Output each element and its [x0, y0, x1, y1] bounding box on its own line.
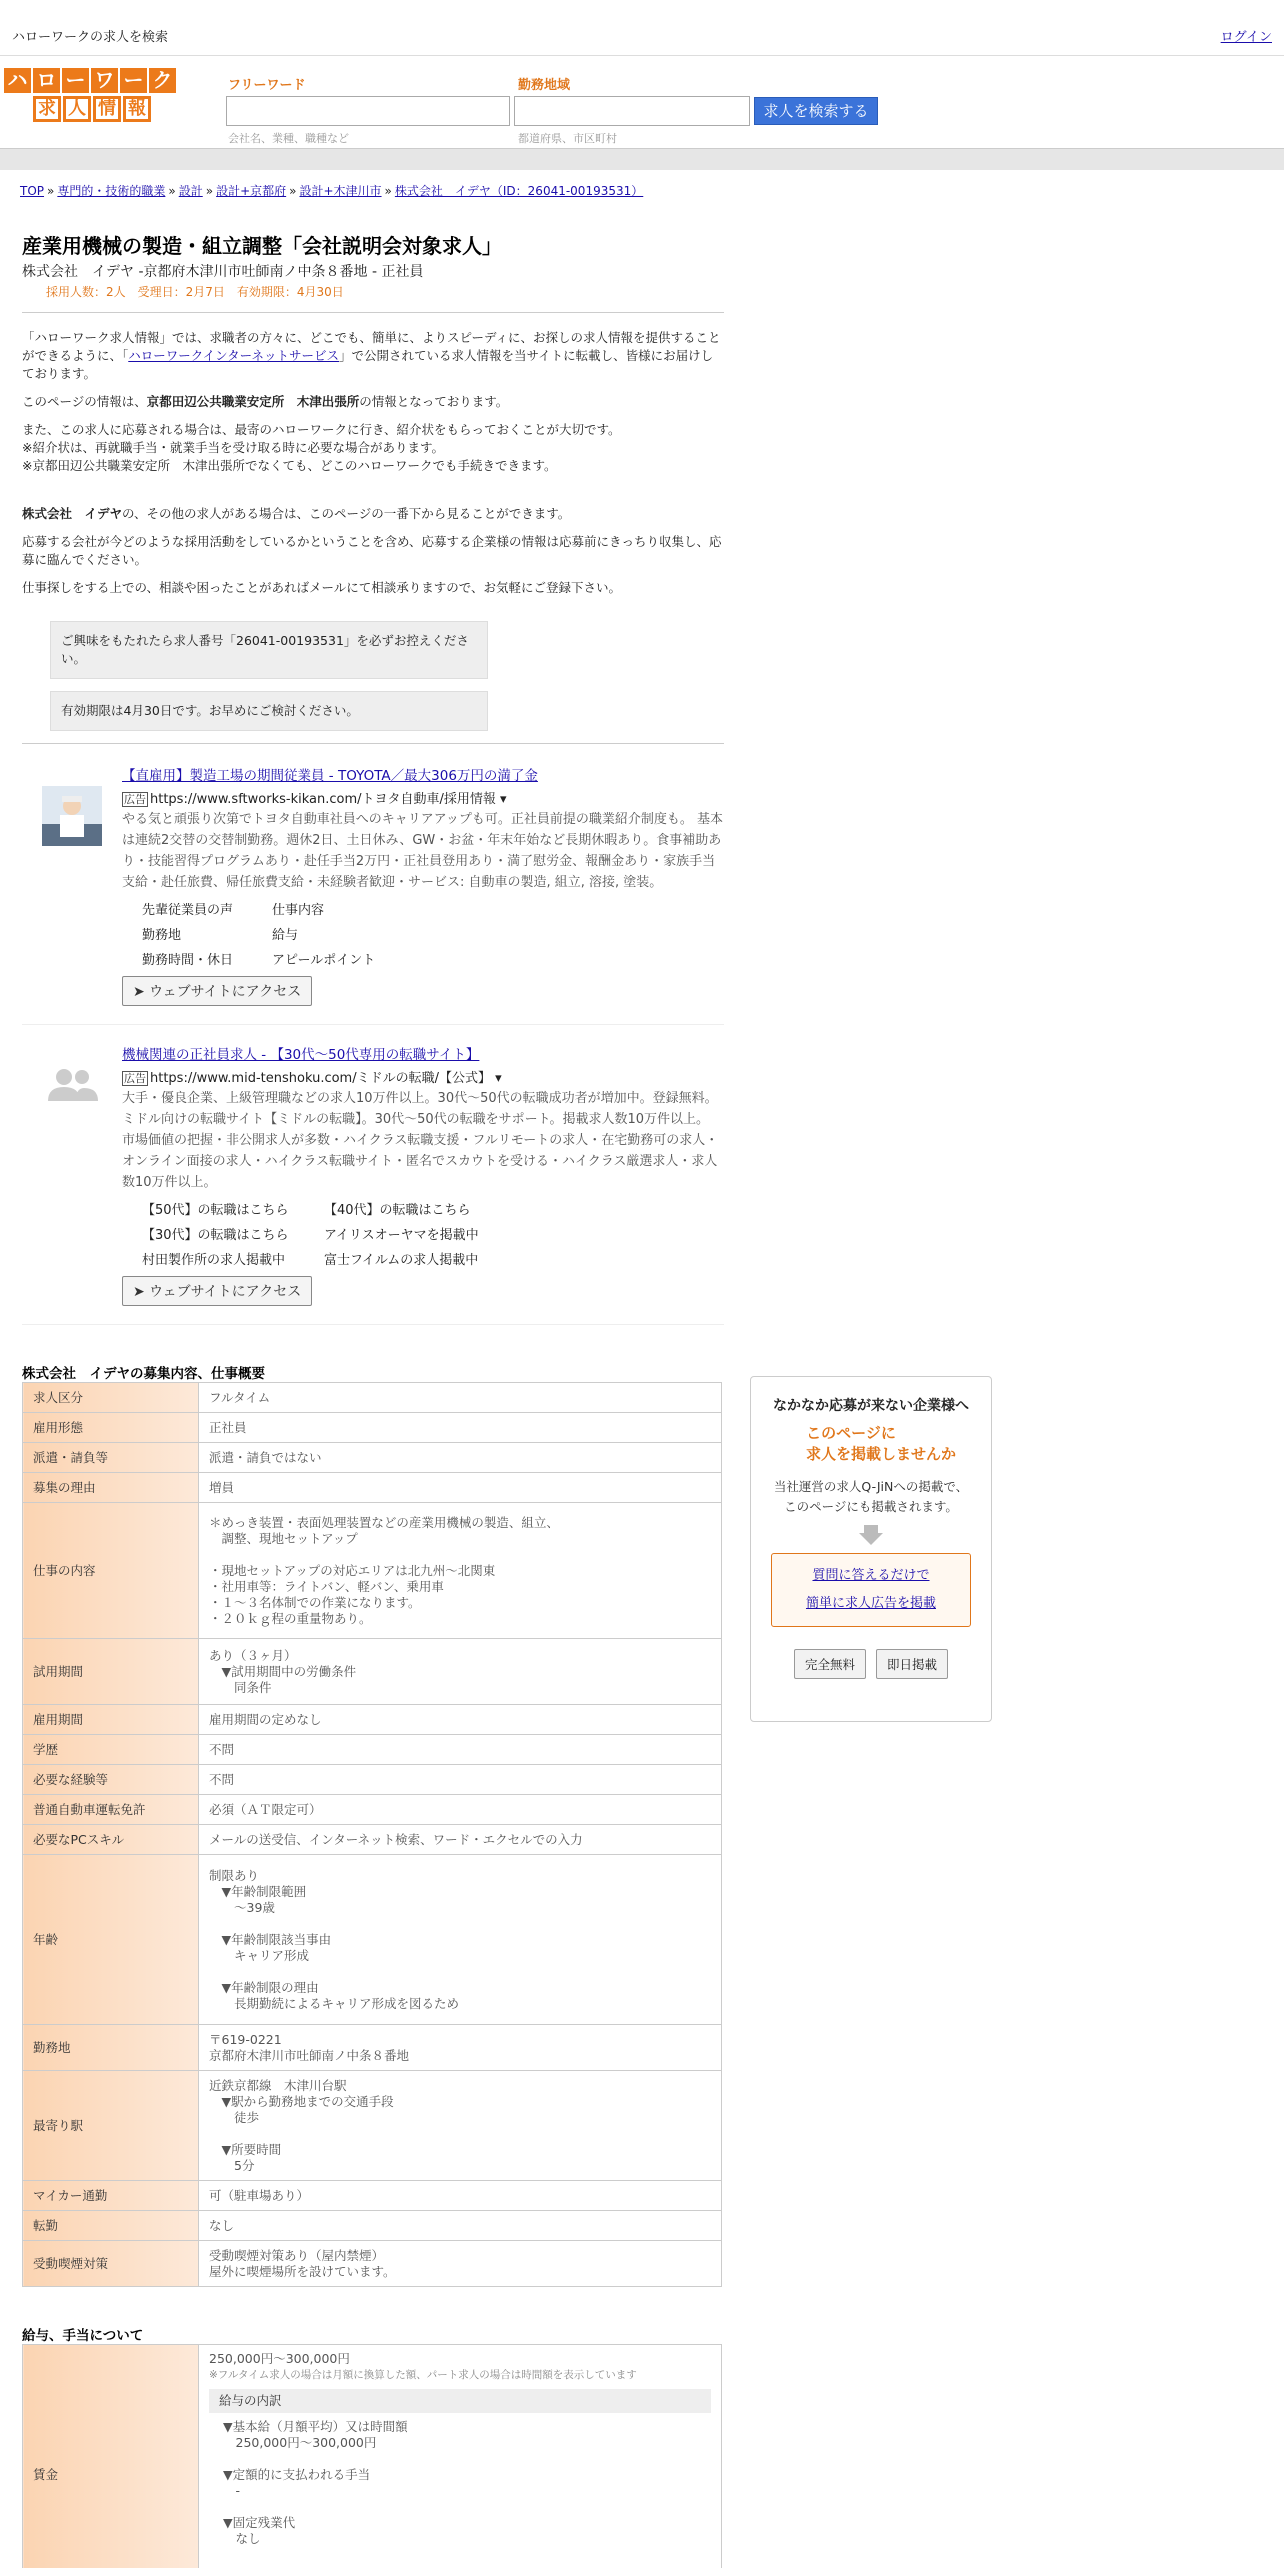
- detail-key: 勤務地: [23, 2025, 199, 2071]
- ad-sitelink[interactable]: 村田製作所の求人掲載中: [142, 1253, 286, 1268]
- post-job-cta: [771, 1553, 971, 1627]
- salary-value: [199, 2345, 722, 2568]
- logo-char: 情: [93, 96, 121, 122]
- free-badge-button[interactable]: 完全無料: [794, 1649, 866, 1679]
- breadcrumb-link[interactable]: 設計: [178, 184, 203, 198]
- detail-key: 求人区分: [23, 1383, 199, 1413]
- ad-block: [22, 1035, 724, 1325]
- table-row: [23, 1855, 722, 2025]
- divider: [22, 743, 724, 744]
- area-label: 勤務地域: [518, 78, 571, 93]
- intro-text: このページの情報は、: [22, 394, 147, 409]
- breadcrumb-link[interactable]: 専門的・技術的職業: [57, 184, 166, 198]
- keyword-input[interactable]: [226, 96, 510, 126]
- breadcrumb-separator: »: [289, 184, 297, 198]
- table-row: [23, 1473, 722, 1503]
- ad-url-text: https://www.sftworks-kikan.com/トヨタ自動車/採用情報: [150, 792, 496, 807]
- detail-key: 雇用期間: [23, 1705, 199, 1735]
- detail-value: なし: [199, 2211, 722, 2241]
- ad-sitelink[interactable]: 【30代】の転職はこちら: [142, 1228, 289, 1243]
- down-arrow-icon: [859, 1533, 883, 1545]
- detail-value: 近鉄京都線 木津川台駅 ▼駅から勤務地までの交通手段 徒歩 ▼所要時間 5分: [199, 2071, 722, 2181]
- breadcrumb-link[interactable]: 設計+木津川市: [299, 184, 382, 198]
- logo-char: ー: [120, 68, 147, 93]
- salary-heading: 給与、手当について: [22, 2328, 144, 2344]
- post-job-link[interactable]: 質問に答えるだけで: [812, 1568, 930, 1583]
- table-row: [23, 1443, 722, 1473]
- detail-value: 正社員: [199, 1413, 722, 1443]
- intro-paragraph-4: [22, 505, 724, 523]
- same-day-badge-button[interactable]: 即日掲載: [876, 1649, 948, 1679]
- table-row: [23, 1735, 722, 1765]
- post-job-link[interactable]: 簡単に求人広告を掲載: [805, 1596, 936, 1611]
- ad-sitelink[interactable]: 勤務地: [142, 928, 182, 943]
- breadcrumb-separator: »: [384, 184, 392, 198]
- table-row: [23, 2345, 722, 2568]
- logo-char: ハ: [4, 68, 31, 93]
- table-row: [23, 1705, 722, 1735]
- breadcrumb-separator: »: [205, 184, 214, 198]
- salary-key: 賃金: [23, 2345, 199, 2568]
- sidebar-offer-line: このページに: [806, 1424, 896, 1442]
- table-row: [23, 2211, 722, 2241]
- job-details-table: [22, 1382, 722, 2287]
- ad-sitelink[interactable]: アピールポイント: [272, 953, 376, 968]
- logo-char: ク: [149, 68, 176, 93]
- office-name: 京都田辺公共職業安定所 木津出張所: [146, 394, 360, 409]
- detail-key: 必要な経験等: [23, 1765, 199, 1795]
- intro-text: ※京都田辺公共職業安定所 木津出張所でなくても、どこのハローワークでも手続きできます。: [22, 458, 557, 473]
- nav-bar: [0, 148, 1284, 170]
- detail-key: 転勤: [23, 2211, 199, 2241]
- logo-char: ー: [62, 68, 89, 93]
- sidebar-offer: [751, 1423, 991, 1465]
- detail-value: 派遣・請負ではない: [199, 1443, 722, 1473]
- intro-text: 「ハローワーク求人情報」では、求職者の方々に、どこでも、簡単に、よりスピーディに、お探しの求人情報を提供することができるように、「: [22, 330, 721, 363]
- breadcrumb-link[interactable]: 株式会社 イデヤ（ID：26041-00193531）: [394, 184, 644, 198]
- table-row: [23, 1639, 722, 1705]
- salary-breakdown: ▼基本給（月額平均）又は時間額 250,000円〜300,000円 ▼定額的に支払われる手当 - ▼固定残業代 なし: [223, 2419, 408, 2546]
- ad-block: [22, 756, 724, 1025]
- ad-sitelink[interactable]: 富士フイルムの求人掲載中: [324, 1253, 479, 1268]
- breadcrumb-separator: »: [168, 184, 176, 198]
- detail-value: 雇用期間の定めなし: [199, 1705, 722, 1735]
- top-bar: [0, 0, 1284, 56]
- salary-range: 250,000円〜300,000円: [209, 2351, 350, 2366]
- ad-sitelinks: [142, 1199, 724, 1268]
- ad-sitelink[interactable]: 給与: [272, 928, 299, 943]
- expiry-notice: 有効期限は4月30日です。お早めにご検討ください。: [50, 691, 488, 731]
- intro-text: の、その他の求人がある場合は、このページの一番下から見ることができます。: [122, 506, 571, 521]
- detail-key: 必要なPCスキル: [23, 1825, 199, 1855]
- ad-url-text: https://www.mid-tenshoku.com/ミドルの転職/【公式】: [150, 1071, 491, 1086]
- company-name: 株式会社 イデヤ: [22, 506, 123, 521]
- table-row: [23, 2241, 722, 2287]
- keyword-label: フリーワード: [228, 78, 306, 93]
- table-row: [23, 2181, 722, 2211]
- detail-value: 不問: [199, 1765, 722, 1795]
- detail-value: 可（駐車場あり）: [199, 2181, 722, 2211]
- hellowork-internet-service-link[interactable]: ハローワークインターネットサービス: [128, 348, 340, 363]
- table-row: [23, 1825, 722, 1855]
- intro-text: 」で公開されている求人情報を当サイトに転載し、皆様にお届けしております。: [22, 348, 714, 381]
- detail-value: 不問: [199, 1735, 722, 1765]
- ad-sitelink[interactable]: 先輩従業員の声: [142, 903, 234, 918]
- sidebar-description: [751, 1477, 991, 1517]
- detail-key: 雇用形態: [23, 1413, 199, 1443]
- employer-ad-sidebar: [750, 1376, 992, 1722]
- intro-text: また、この求人に応募される場合は、最寄のハローワークに行き、紹介状をもらっておくことが大切です。: [22, 422, 621, 437]
- company-line: 株式会社 イデヤ -京都府木津川市吐師南ノ中条８番地 - 正社員: [22, 264, 424, 280]
- intro-paragraph-3: [22, 421, 724, 475]
- detail-key: 受動喫煙対策: [23, 2241, 199, 2287]
- search-button[interactable]: 求人を検索する: [754, 97, 878, 125]
- table-row: [23, 2071, 722, 2181]
- ad-description: 大手・優良企業、上級管理職などの求人10万件以上。30代～50代の転職成功者が増加中。登録無料。 ミドル向けの転職サイト【ミドルの転職】。30代～50代の転職をサポート。掲載求人数10万件以上。 市場価値の把握・非公開求人が多数・ハイクラス転職支援・フルリモートの求人・在宅勤務可の求人・オンライン面接の求人・ハイクラス転職サイト・匿名でスカウトを受ける・ハイクラス厳選求人・求人数10万件以上。: [122, 1091, 719, 1190]
- salary-table: [22, 2344, 722, 2568]
- visit-website-button[interactable]: ➤ ウェブサイトにアクセス: [122, 1276, 312, 1306]
- ad-thumbnail-image[interactable]: [42, 786, 102, 846]
- table-row: [23, 1413, 722, 1443]
- breadcrumb-link[interactable]: TOP: [20, 184, 45, 198]
- hellowork-logo[interactable]: [4, 68, 180, 122]
- main-content: [22, 230, 724, 1325]
- ad-sitelink[interactable]: 【40代】の転職はこちら: [324, 1203, 471, 1218]
- ad-sitelinks: [142, 899, 724, 968]
- people-icon: [42, 1057, 102, 1117]
- intro-paragraph-1: [22, 329, 724, 383]
- intro-text: ※紹介状は、再就職手当・就業手当を受け取る時に必要な場合があります。: [22, 440, 444, 455]
- intro-text: の情報となっております。: [359, 394, 509, 409]
- detail-value: 〒619-0221 京都府木津川市吐師南ノ中条８番地: [199, 2025, 722, 2071]
- ad-title-link[interactable]: 機械関連の正社員求人 - 【30代～50代専用の転職サイト】: [122, 1047, 480, 1063]
- sidebar-offer-line: 求人を掲載しませんか: [805, 1445, 956, 1463]
- sidebar-desc-line: 当社運営の求人Q-JiNへの掲載で、: [773, 1479, 969, 1494]
- sidebar-desc-line: このページにも掲載されます。: [784, 1499, 958, 1514]
- job-number-notice: ご興味をもたれたら求人番号「26041-00193531」を必ずお控えください。: [50, 621, 488, 679]
- intro-paragraph-2: [22, 393, 724, 411]
- ad-url: 広告 https://www.sftworks-kikan.com/トヨタ自動車/採用情報 ▾: [124, 792, 507, 807]
- job-meta: 採用人数：2人 受理日：2月7日 有効期限：4月30日: [46, 285, 344, 299]
- intro-paragraph-6: 仕事探しをする上での、相談や困ったことがあればメールにて相談承りますので、お気軽にご登録下さい。: [22, 580, 622, 595]
- table-row: [23, 1795, 722, 1825]
- logo-char: 報: [123, 96, 151, 122]
- detail-value: メールの送受信、インターネット検索、ワード・エクセルでの入力: [199, 1825, 722, 1855]
- login-link[interactable]: ログイン: [1220, 30, 1272, 45]
- detail-value: 増員: [199, 1473, 722, 1503]
- detail-key: 学歴: [23, 1735, 199, 1765]
- detail-key: 募集の理由: [23, 1473, 199, 1503]
- keyword-hint: 会社名、業種、職種など: [228, 132, 349, 145]
- area-hint: 都道府県、市区町村: [518, 132, 617, 145]
- detail-key: マイカー通勤: [23, 2181, 199, 2211]
- detail-key: 試用期間: [23, 1639, 199, 1705]
- ad-url: 広告 https://www.mid-tenshoku.com/ミドルの転職/【公式】 ▾: [124, 1071, 502, 1086]
- detail-value: 制限あり ▼年齢制限範囲 ～39歳 ▼年齢制限該当事由 キャリア形成 ▼年齢制限の理由 長期勤続によるキャリア形成を図るため: [199, 1855, 722, 2025]
- ad-sitelink[interactable]: 【50代】の転職はこちら: [142, 1203, 289, 1218]
- down-arrow-icon: [864, 1525, 878, 1533]
- detail-key: 普通自動車運転免許: [23, 1795, 199, 1825]
- sidebar-badges: [751, 1649, 991, 1679]
- salary-note: ※フルタイム求人の場合は月額に換算した額、パート求人の場合は時間額を表示しています: [209, 2369, 637, 2381]
- details-heading: 株式会社 イデヤの募集内容、仕事概要: [22, 1366, 265, 1382]
- detail-value: 受動喫煙対策あり（屋内禁煙） 屋外に喫煙場所を設けています。: [199, 2241, 722, 2287]
- logo-char: ワ: [91, 68, 118, 93]
- detail-value: フルタイム: [199, 1383, 722, 1413]
- logo-char: ロ: [33, 68, 60, 93]
- ad-sitelink[interactable]: アイリスオーヤマを掲載中: [324, 1228, 479, 1243]
- detail-key: 最寄り駅: [23, 2071, 199, 2181]
- sidebar-heading: なかなか応募が来ない企業様へ: [773, 1398, 969, 1414]
- ad-sitelink[interactable]: 仕事内容: [272, 903, 325, 918]
- ad-title-link[interactable]: 【直雇用】製造工場の期間従業員 - TOYOTA／最大306万円の満了金: [122, 768, 538, 784]
- detail-key: 年齢: [23, 1855, 199, 2025]
- visit-website-button[interactable]: ➤ ウェブサイトにアクセス: [122, 976, 312, 1006]
- breadcrumb-link[interactable]: 設計+京都府: [216, 184, 287, 198]
- table-row: [23, 1503, 722, 1639]
- job-title: 産業用機械の製造・組立調整「会社説明会対象求人」: [22, 234, 502, 258]
- site-title: ハローワークの求人を検索: [12, 30, 169, 45]
- detail-value: あり（３ヶ月） ▼試用期間中の労働条件 同条件: [199, 1639, 722, 1705]
- ad-sitelink[interactable]: 勤務時間・休日: [142, 953, 234, 968]
- ad-tag: 広告: [124, 1072, 146, 1085]
- area-input[interactable]: [514, 96, 750, 126]
- breadcrumb: [20, 182, 643, 199]
- detail-value: ＊めっき装置・表面処理装置などの産業用機械の製造、組立、 調整、現地セットアップ ・現地セットアップの対応エリアは北九州～北関東 ・社用車等：ライトバン、軽バン、乗用車 ・１～３名体制での作業になります。 ・２０ｋｇ程の重量物あり。: [199, 1503, 722, 1639]
- table-row: [23, 2025, 722, 2071]
- detail-key: 派遣・請負等: [23, 1443, 199, 1473]
- table-row: [23, 1765, 722, 1795]
- logo-char: 人: [63, 96, 91, 122]
- divider: [22, 312, 724, 313]
- intro-paragraph-5: 応募する会社が今どのような採用活動をしているかということを含め、応募する企業様の情報は応募前にきっちり収集し、応募に臨んでください。: [22, 534, 722, 567]
- salary-breakdown-title: 給与の内訳: [209, 2389, 711, 2413]
- ad-tag: 広告: [124, 793, 146, 806]
- breadcrumb-separator: »: [47, 184, 55, 198]
- table-row: [23, 1383, 722, 1413]
- detail-value: 必須（ＡＴ限定可）: [199, 1795, 722, 1825]
- detail-key: 仕事の内容: [23, 1503, 199, 1639]
- logo-char: 求: [33, 96, 61, 122]
- ad-description: やる気と頑張り次第でトヨタ自動車社員へのキャリアアップも可。正社員前提の職業紹介制度も。 基本は連続2交替の交替制勤務。週休2日、土日休み、GW・お盆・年末年始など長期休暇あり。食事補助あり・技能習得プログラムあり・赴任手当2万円・正社員登用あり・満了慰労金、報酬金あり・家族手当支給・赴任旅費、帰任旅費支給・未経験者歓迎・サービス: 自動車の製造, 組立, 溶接, 塗装。: [122, 812, 723, 890]
